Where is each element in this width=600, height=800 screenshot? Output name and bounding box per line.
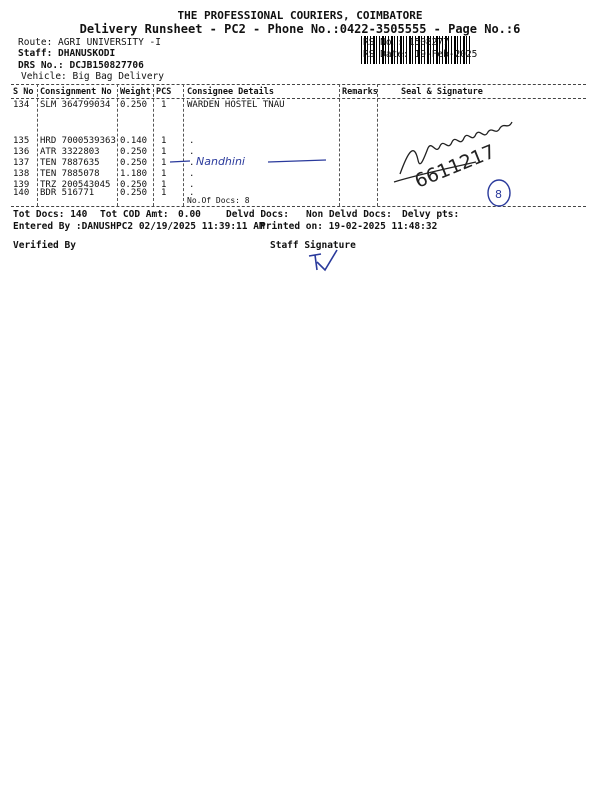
delivered-docs: Delvd Docs: bbox=[226, 209, 289, 220]
vehicle-label: Vehicle: Big Bag Delivery bbox=[21, 71, 164, 82]
row-sno: 139 bbox=[13, 180, 30, 190]
route-label: Route: AGRI UNIVERSITY -I bbox=[18, 37, 161, 48]
ink-stroke bbox=[170, 161, 190, 162]
row-pcs: 1 bbox=[161, 158, 167, 168]
header-pcs: PCS bbox=[156, 87, 172, 97]
header-sno: S No bbox=[13, 87, 34, 97]
row-consignee: . bbox=[189, 158, 195, 168]
non-delivered-docs: Non Delvd Docs: bbox=[306, 209, 392, 220]
header-consignment: Consignment No bbox=[40, 87, 112, 97]
total-cod-label: Tot COD Amt: bbox=[100, 209, 169, 220]
total-cod-amount: 0.00 bbox=[178, 209, 201, 220]
no-of-docs: No.Of Docs: 8 bbox=[187, 196, 250, 205]
col-divider bbox=[377, 84, 378, 206]
total-docs: Tot Docs: 140 bbox=[13, 209, 88, 220]
header-weight: Weight bbox=[120, 87, 151, 97]
row-sno: 135 bbox=[13, 136, 30, 146]
row-consignment: BDR 516771 bbox=[40, 188, 95, 198]
row-weight: 0.250 bbox=[120, 158, 148, 168]
circle-number: 8 bbox=[495, 188, 502, 201]
row-consignment: HRD 7000539363 bbox=[40, 136, 116, 146]
header-remarks: Remarks bbox=[342, 87, 378, 97]
handwritten-note bbox=[168, 150, 338, 174]
staff-signature-label: Staff Signature bbox=[270, 240, 356, 251]
row-consignment: TEN 7885078 bbox=[40, 169, 100, 179]
row-weight: 0.250 bbox=[120, 147, 148, 157]
header-seal-signature: Seal & Signature bbox=[401, 87, 483, 97]
row-sno: 140 bbox=[13, 188, 30, 198]
col-divider bbox=[183, 84, 184, 206]
row-pcs: 1 bbox=[161, 147, 167, 157]
row-consignee: . bbox=[189, 180, 195, 190]
row-weight: 1.180 bbox=[120, 169, 148, 179]
printed-on: Printed on: 19-02-2025 11:48:32 bbox=[260, 221, 438, 232]
row-consignment: SLM 364799034 bbox=[40, 100, 111, 110]
col-divider bbox=[117, 84, 118, 206]
verified-by-label: Verified By bbox=[13, 240, 76, 251]
row-weight: 0.250 bbox=[120, 180, 148, 190]
row-consignee: . bbox=[189, 136, 195, 146]
row-consignee: . bbox=[189, 169, 195, 179]
row-pcs: 1 bbox=[161, 136, 167, 146]
row-sno: 137 bbox=[13, 158, 30, 168]
entered-by: Entered By :DANUSHPC2 02/19/2025 11:39:11 AM bbox=[13, 221, 265, 232]
row-sno: 136 bbox=[13, 147, 30, 157]
staff-signature-mark bbox=[305, 248, 345, 274]
row-pcs: 1 bbox=[161, 180, 167, 190]
row-consignee: . bbox=[189, 147, 195, 157]
row-consignment: TEN 7887635 bbox=[40, 158, 100, 168]
seal-number: 6611217 bbox=[411, 140, 499, 193]
header-consignee: Consignee Details bbox=[187, 87, 274, 97]
row-consignee: WARDEN HOSTEL TNAU bbox=[187, 100, 285, 110]
row-consignment: TRZ 200543045 bbox=[40, 180, 111, 190]
col-divider bbox=[153, 84, 154, 206]
drs-number: DRS No.: DCJB150827706 bbox=[18, 60, 144, 71]
row-pcs: 1 bbox=[161, 169, 167, 179]
row-weight: 0.140 bbox=[120, 136, 148, 146]
row-consignee: . bbox=[189, 188, 195, 198]
row-consignment: ATR 3322803 bbox=[40, 147, 100, 157]
row-pcs: 1 bbox=[161, 188, 167, 198]
row-pcs: 1 bbox=[161, 100, 167, 110]
row-weight: 0.250 bbox=[120, 188, 148, 198]
row-weight: 0.250 bbox=[120, 100, 148, 110]
col-divider bbox=[37, 84, 38, 206]
rs-number: RS No.: 1508277 bbox=[363, 37, 449, 48]
circled-number bbox=[485, 177, 515, 209]
row-sno: 138 bbox=[13, 169, 30, 179]
row-sno: 134 bbox=[13, 100, 30, 110]
staff-label: Staff: DHANUSKODI bbox=[18, 48, 116, 59]
handwritten-name: Nandhini bbox=[196, 155, 245, 168]
runsheet-subtitle: Delivery Runsheet - PC2 - Phone No.:0422-3505555 - Page No.:6 bbox=[79, 22, 521, 36]
col-divider bbox=[339, 84, 340, 206]
ink-stroke bbox=[268, 160, 326, 162]
company-title: THE PROFESSIONAL COURIERS, COIMBATORE bbox=[177, 9, 423, 22]
delivery-points: Delvy pts: bbox=[402, 209, 460, 220]
rs-date: RS Date: 19-Feb-2025 bbox=[363, 49, 478, 60]
